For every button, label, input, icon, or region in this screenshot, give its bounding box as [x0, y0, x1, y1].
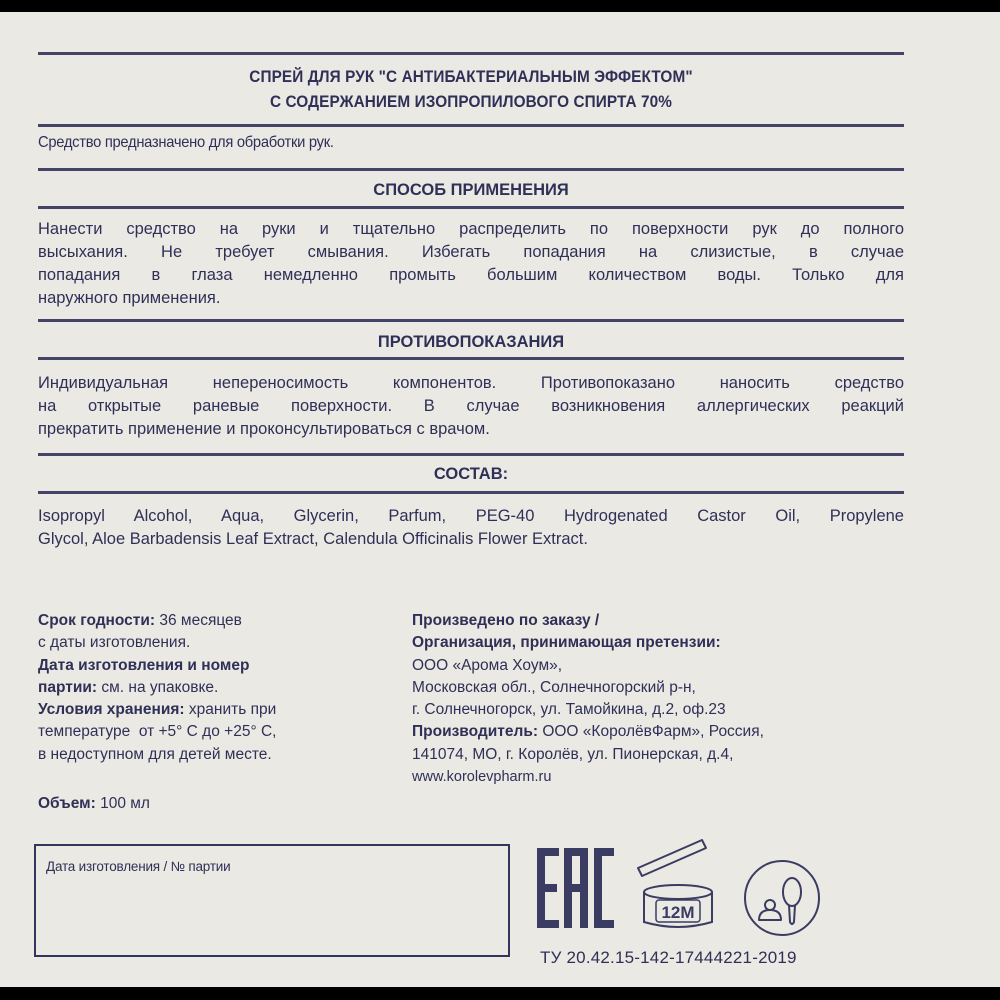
- storage-conditions-line2: температуре от +5° С до +25° С,: [38, 723, 277, 741]
- claims-org-label: Организация, принимающая претензии:: [412, 634, 721, 652]
- org-address-2: г. Солнечногорск, ул. Тамойкина, д.2, оф.23: [412, 701, 726, 719]
- contraindications-heading: ПРОТИВОПОКАЗАНИЯ: [377, 333, 565, 351]
- divider: [38, 206, 904, 209]
- text-line: Индивидуальная непереносимость компонентов. Противопоказано наносить средство: [38, 374, 904, 392]
- purpose-text: Средство предназначено для обработки рук.: [38, 134, 334, 151]
- producer-address: 141074, МО, г. Королёв, ул. Пионерская, д.4,: [412, 745, 734, 763]
- text-line: наружного применения.: [38, 289, 221, 307]
- batch-info: [38, 677, 276, 699]
- shelf-life-value: 36 месяцев: [155, 612, 242, 629]
- label-sheet: [0, 12, 1000, 987]
- volume-label: Объем:: [38, 795, 96, 812]
- batch-date-box: [34, 844, 510, 957]
- producer: [412, 721, 764, 743]
- text-line: Нанести средство на руки и тщательно распределить по поверхности рук до полного: [38, 220, 904, 238]
- divider: [38, 319, 904, 322]
- storage-conditions-label: Условия хранения:: [38, 701, 185, 719]
- producer-label: Производитель:: [412, 723, 539, 741]
- text-line: высыхания. Не требует смывания. Избегать попадания на слизистые, в случае: [38, 243, 904, 261]
- storage-conditions-value: хранить при: [184, 701, 277, 719]
- org-name: ООО «Арома Хоум»,: [412, 656, 563, 674]
- website-link[interactable]: www.korolevpharm.ru: [412, 769, 552, 786]
- product-title: [68, 65, 873, 115]
- ordered-by-label: Произведено по заказу /: [412, 612, 600, 629]
- batch-box-label: Дата изготовления / № партии: [46, 859, 231, 874]
- batch-info-label: Дата изготовления и номер: [38, 656, 250, 674]
- org-address-1: Московская обл., Солнечногорский р-н,: [412, 678, 696, 696]
- divider: [38, 168, 904, 171]
- composition-heading: СОСТАВ:: [433, 465, 509, 483]
- text-line: Isopropyl Alcohol, Aqua, Glycerin, Parfum, PEG-40 Hydrogenated Castor Oil, Propylene: [38, 507, 904, 525]
- batch-info-label-2: партии:: [38, 678, 98, 696]
- divider: [38, 124, 904, 127]
- composition-text: [38, 505, 904, 551]
- contraindications-text: [38, 372, 904, 441]
- product-title-line1: СПРЕЙ ДЛЯ РУК "С АНТИБАКТЕРИАЛЬНЫМ ЭФФЕКТОМ": [249, 68, 693, 86]
- application-heading: СПОСОБ ПРИМЕНЕНИЯ: [373, 181, 569, 199]
- divider: [38, 52, 904, 55]
- period-after-opening-icon: [636, 836, 716, 936]
- text-line: попадания в глаза немедленно промыть большим количеством воды. Только для: [38, 266, 904, 284]
- storage-conditions-line3: в недоступном для детей месте.: [38, 745, 272, 763]
- divider: [38, 453, 904, 456]
- eac-mark-icon: [537, 848, 614, 928]
- manufacturer-info: [412, 610, 764, 788]
- shelf-life-cont: с даты изготовления.: [38, 634, 191, 652]
- shelf-life-label: Срок годности:: [38, 612, 156, 629]
- keep-away-from-children-icon: [742, 858, 822, 938]
- pao-label: 12M: [661, 903, 695, 922]
- shelf-life: [38, 610, 276, 632]
- divider: [38, 491, 904, 494]
- storage-conditions: [38, 699, 276, 721]
- batch-info-value: см. на упаковке.: [97, 678, 219, 696]
- producer-value: ООО «КоролёвФарм», Россия,: [538, 723, 764, 741]
- text-line: на открытые раневые поверхности. В случае возникновения аллергических реакций: [38, 397, 904, 415]
- storage-info: [38, 610, 276, 766]
- text-line: прекратить применение и проконсультироваться с врачом.: [38, 420, 490, 438]
- product-title-line2: С СОДЕРЖАНИЕМ ИЗОПРОПИЛОВОГО СПИРТА 70%: [269, 93, 673, 111]
- application-text: [38, 218, 904, 310]
- technical-spec-code: ТУ 20.42.15-142-17444221-2019: [540, 948, 797, 967]
- divider: [38, 357, 904, 360]
- volume: [38, 795, 150, 813]
- text-line: Glycol, Aloe Barbadensis Leaf Extract, Calendula Officinalis Flower Extract.: [38, 530, 588, 548]
- volume-value: 100 мл: [95, 795, 150, 812]
